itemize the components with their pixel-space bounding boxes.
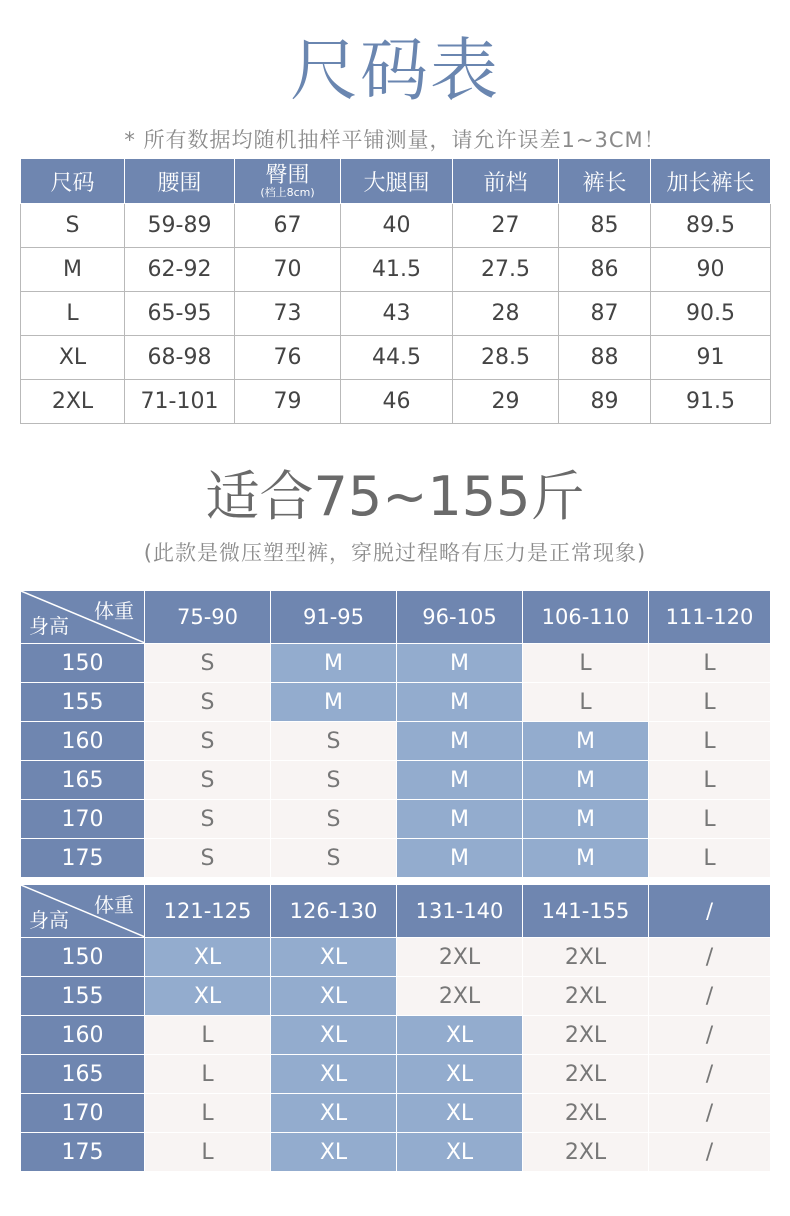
- fit-row: [21, 683, 771, 722]
- fit-row: [21, 839, 771, 878]
- table-cell: 91: [651, 336, 771, 380]
- table-cell: 28.5: [453, 336, 559, 380]
- table-cell: 28: [453, 292, 559, 336]
- size-recommendation-cell: S: [271, 722, 397, 761]
- weight-range-header: 91-95: [271, 591, 397, 644]
- table-cell: 90.5: [651, 292, 771, 336]
- fit-title: 适合75~155斤: [205, 465, 585, 528]
- size-recommendation-cell: S: [145, 644, 271, 683]
- table-cell: 67: [235, 204, 341, 248]
- fit-row: [21, 938, 771, 977]
- table-cell: 41.5: [341, 248, 453, 292]
- header-length: 裤长: [559, 159, 651, 204]
- table-row: [21, 292, 771, 336]
- fit-row: [21, 761, 771, 800]
- weight-range-header: 121-125: [145, 885, 271, 938]
- weight-label: 体重: [94, 893, 134, 917]
- size-recommendation-cell: M: [397, 722, 523, 761]
- height-cell: 150: [21, 644, 145, 683]
- size-recommendation-cell: S: [271, 800, 397, 839]
- table-cell: 2XL: [21, 380, 125, 424]
- size-recommendation-cell: XL: [271, 1094, 397, 1133]
- size-recommendation-cell: XL: [271, 938, 397, 977]
- size-recommendation-cell: S: [145, 722, 271, 761]
- size-recommendation-cell: 2XL: [523, 1094, 649, 1133]
- table-cell: 88: [559, 336, 651, 380]
- table-cell: 89.5: [651, 204, 771, 248]
- weight-range-header: 111-120: [649, 591, 771, 644]
- size-recommendation-cell: M: [397, 644, 523, 683]
- header-waist: 腰围: [125, 159, 235, 204]
- size-recommendation-cell: XL: [271, 1055, 397, 1094]
- table-cell: 40: [341, 204, 453, 248]
- size-recommendation-cell: M: [523, 722, 649, 761]
- fit-row: [21, 1055, 771, 1094]
- fit-note: (此款是微压塑型裤，穿脱过程略有压力是正常现象): [143, 541, 647, 565]
- table-cell: 86: [559, 248, 651, 292]
- table-cell: 89: [559, 380, 651, 424]
- size-recommendation-cell: M: [523, 800, 649, 839]
- table-cell: 62-92: [125, 248, 235, 292]
- weight-range-header: 126-130: [271, 885, 397, 938]
- size-recommendation-cell: M: [397, 839, 523, 878]
- header-front-rise: 前档: [453, 159, 559, 204]
- table-cell: 76: [235, 336, 341, 380]
- size-recommendation-cell: S: [145, 683, 271, 722]
- size-recommendation-cell: M: [271, 683, 397, 722]
- fit-header-row: [21, 591, 771, 644]
- table-cell: 73: [235, 292, 341, 336]
- table-cell: 71-101: [125, 380, 235, 424]
- size-recommendation-cell: XL: [271, 1133, 397, 1172]
- table-cell: 44.5: [341, 336, 453, 380]
- table-cell: 65-95: [125, 292, 235, 336]
- table-cell: 29: [453, 380, 559, 424]
- fit-row: [21, 644, 771, 683]
- header-long-length: 加长裤长: [651, 159, 771, 204]
- measurement-note: * 所有数据均随机抽样平铺测量，请允许误差1~3CM！: [124, 128, 666, 152]
- size-recommendation-cell: M: [523, 761, 649, 800]
- size-recommendation-cell: S: [271, 839, 397, 878]
- size-recommendation-cell: L: [649, 644, 771, 683]
- size-recommendation-cell: M: [397, 800, 523, 839]
- size-recommendation-cell: /: [649, 977, 771, 1016]
- table-cell: 70: [235, 248, 341, 292]
- table-cell: S: [21, 204, 125, 248]
- size-recommendation-cell: L: [145, 1094, 271, 1133]
- fit-row: [21, 977, 771, 1016]
- weight-range-header: 106-110: [523, 591, 649, 644]
- size-recommendation-cell: XL: [397, 1133, 523, 1172]
- size-recommendation-cell: /: [649, 1016, 771, 1055]
- weight-range-header: /: [649, 885, 771, 938]
- size-recommendation-cell: S: [145, 800, 271, 839]
- size-recommendation-cell: XL: [145, 938, 271, 977]
- table-cell: 87: [559, 292, 651, 336]
- size-recommendation-cell: L: [649, 761, 771, 800]
- table-cell: 27.5: [453, 248, 559, 292]
- height-cell: 160: [21, 722, 145, 761]
- height-label: 身高: [29, 614, 69, 638]
- table-cell: M: [21, 248, 125, 292]
- size-recommendation-cell: L: [649, 722, 771, 761]
- weight-range-header: 96-105: [397, 591, 523, 644]
- fit-header-row: [21, 885, 771, 938]
- size-recommendation-cell: S: [271, 761, 397, 800]
- header-hip-note: (档上8cm): [260, 185, 315, 199]
- size-recommendation-cell: L: [145, 1133, 271, 1172]
- table-cell: 27: [453, 204, 559, 248]
- corner-header: [21, 885, 145, 938]
- fit-row: [21, 1016, 771, 1055]
- size-chart-table: [20, 158, 771, 424]
- height-cell: 175: [21, 1133, 145, 1172]
- table-cell: 68-98: [125, 336, 235, 380]
- weight-range-header: 75-90: [145, 591, 271, 644]
- table-cell: 43: [341, 292, 453, 336]
- table-cell: 91.5: [651, 380, 771, 424]
- size-recommendation-cell: M: [397, 683, 523, 722]
- fit-table-1: [20, 590, 771, 878]
- size-recommendation-cell: XL: [397, 1016, 523, 1055]
- size-recommendation-cell: L: [145, 1016, 271, 1055]
- size-recommendation-cell: XL: [145, 977, 271, 1016]
- fit-table-2: [20, 884, 771, 1172]
- page-title: 尺码表: [289, 32, 500, 111]
- size-header-row: [21, 159, 771, 204]
- header-hip-label: 臀围: [265, 162, 310, 188]
- weight-range-header: 141-155: [523, 885, 649, 938]
- height-cell: 165: [21, 1055, 145, 1094]
- size-recommendation-cell: S: [145, 839, 271, 878]
- size-recommendation-cell: 2XL: [523, 977, 649, 1016]
- size-recommendation-cell: /: [649, 1133, 771, 1172]
- table-row: [21, 248, 771, 292]
- size-recommendation-cell: 2XL: [523, 1016, 649, 1055]
- size-recommendation-cell: 2XL: [397, 938, 523, 977]
- weight-range-header: 131-140: [397, 885, 523, 938]
- header-hip: [235, 159, 341, 204]
- height-cell: 170: [21, 800, 145, 839]
- table-cell: XL: [21, 336, 125, 380]
- height-cell: 170: [21, 1094, 145, 1133]
- header-size: 尺码: [21, 159, 125, 204]
- table-row: [21, 380, 771, 424]
- corner-header: [21, 591, 145, 644]
- size-recommendation-cell: M: [271, 644, 397, 683]
- table-cell: 46: [341, 380, 453, 424]
- height-cell: 160: [21, 1016, 145, 1055]
- size-recommendation-cell: XL: [397, 1055, 523, 1094]
- fit-row: [21, 722, 771, 761]
- size-recommendation-cell: 2XL: [523, 1133, 649, 1172]
- table-row: [21, 336, 771, 380]
- table-row: [21, 204, 771, 248]
- size-recommendation-cell: XL: [397, 1094, 523, 1133]
- header-thigh: 大腿围: [341, 159, 453, 204]
- fit-row: [21, 1094, 771, 1133]
- size-recommendation-cell: /: [649, 1094, 771, 1133]
- size-recommendation-cell: L: [649, 683, 771, 722]
- table-cell: 59-89: [125, 204, 235, 248]
- size-recommendation-cell: M: [523, 839, 649, 878]
- size-recommendation-cell: L: [649, 800, 771, 839]
- table-cell: 79: [235, 380, 341, 424]
- height-cell: 155: [21, 977, 145, 1016]
- size-recommendation-cell: /: [649, 1055, 771, 1094]
- size-recommendation-cell: /: [649, 938, 771, 977]
- height-cell: 165: [21, 761, 145, 800]
- height-label: 身高: [29, 908, 69, 932]
- size-recommendation-cell: L: [523, 683, 649, 722]
- size-recommendation-cell: 2XL: [397, 977, 523, 1016]
- size-recommendation-cell: 2XL: [523, 938, 649, 977]
- height-cell: 175: [21, 839, 145, 878]
- weight-label: 体重: [94, 599, 134, 623]
- size-recommendation-cell: L: [145, 1055, 271, 1094]
- size-recommendation-cell: S: [145, 761, 271, 800]
- size-recommendation-cell: 2XL: [523, 1055, 649, 1094]
- size-recommendation-cell: L: [649, 839, 771, 878]
- height-cell: 155: [21, 683, 145, 722]
- fit-row: [21, 1133, 771, 1172]
- size-recommendation-cell: XL: [271, 1016, 397, 1055]
- size-recommendation-cell: XL: [271, 977, 397, 1016]
- size-recommendation-cell: L: [523, 644, 649, 683]
- height-cell: 150: [21, 938, 145, 977]
- table-cell: L: [21, 292, 125, 336]
- table-cell: 85: [559, 204, 651, 248]
- size-recommendation-cell: M: [397, 761, 523, 800]
- fit-row: [21, 800, 771, 839]
- table-cell: 90: [651, 248, 771, 292]
